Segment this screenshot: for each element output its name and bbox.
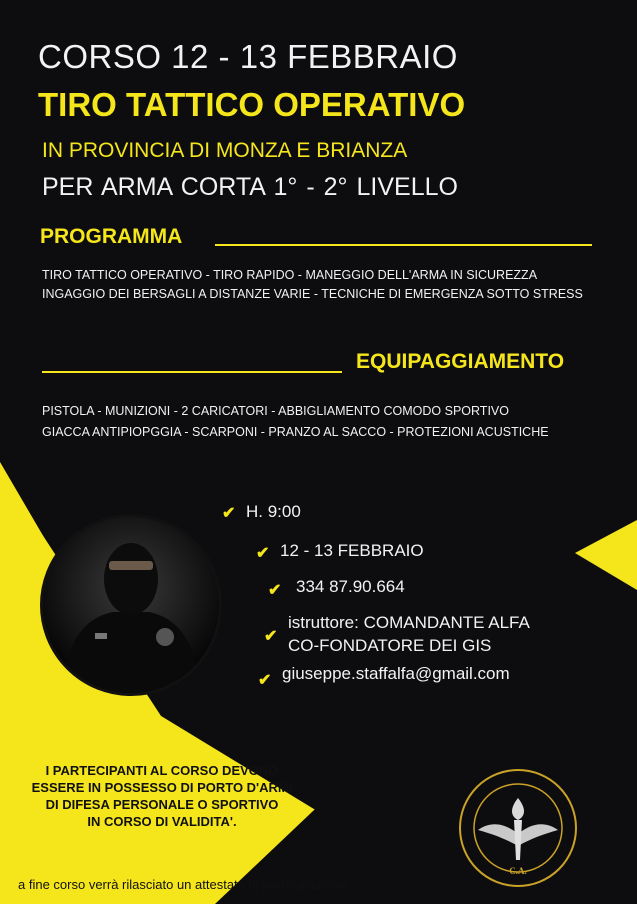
- programma-text: [42, 266, 583, 304]
- requirements-line-2: ESSERE IN POSSESSO DI PORTO D'ARMI: [31, 780, 293, 795]
- instructor-line-2: CO-FONDATORE DEI GIS: [288, 636, 492, 655]
- requirements-line-3: DI DIFESA PERSONALE O SPORTIVO: [45, 797, 279, 812]
- masked-operator-silhouette: [43, 517, 219, 693]
- province-subtitle: IN PROVINCIA DI MONZA E BRIANZA: [42, 139, 408, 162]
- time-info: H. 9:00: [246, 502, 301, 521]
- check-icon: ✔: [256, 545, 270, 562]
- equipaggiamento-underline: [42, 371, 342, 373]
- programma-heading: PROGRAMMA: [40, 225, 183, 248]
- programma-underline: [215, 244, 592, 246]
- check-icon: ✔: [258, 672, 272, 689]
- logo-initials: C.A.: [509, 866, 527, 876]
- instructor-line-1: istruttore: COMANDANTE ALFA: [288, 613, 530, 632]
- equipaggiamento-text: [42, 401, 549, 443]
- check-icon: ✔: [268, 582, 282, 599]
- equipaggiamento-line-1: PISTOLA - MUNIZIONI - 2 CARICATORI - ABBIGLIAMENTO COMODO SPORTIVO: [42, 404, 509, 418]
- certificate-note: a fine corso verrà rilasciato un attestato di partecipazione: [18, 877, 347, 892]
- requirements-line-4: IN CORSO DI VALIDITA'.: [87, 814, 237, 829]
- phone-info[interactable]: 334 87.90.664: [296, 577, 405, 596]
- check-icon: ✔: [222, 505, 236, 522]
- instructor-info: [288, 611, 530, 657]
- weapon-level-subtitle: PER ARMA CORTA 1° - 2° LIVELLO: [42, 173, 458, 201]
- course-title: TIRO TATTICO OPERATIVO: [38, 86, 466, 123]
- programma-line-2: INGAGGIO DEI BERSAGLI A DISTANZE VARIE - TECNICHE DI EMERGENZA SOTTO STRESS: [42, 287, 583, 301]
- check-icon: ✔: [264, 628, 278, 645]
- training-center-logo: [458, 768, 578, 888]
- equipaggiamento-heading: EQUIPAGGIAMENTO: [356, 350, 565, 373]
- email-info[interactable]: giuseppe.staffalfa@gmail.com: [282, 664, 510, 683]
- programma-line-1: TIRO TATTICO OPERATIVO - TIRO RAPIDO - MANEGGIO DELL'ARMA IN SICUREZZA: [42, 268, 538, 282]
- requirements-line-1: I PARTECIPANTI AL CORSO DEVONO: [45, 763, 279, 778]
- dates-info: 12 - 13 FEBBRAIO: [280, 541, 424, 560]
- course-dates-heading: CORSO 12 - 13 FEBBRAIO: [38, 38, 458, 75]
- instructor-photo: [40, 514, 222, 696]
- requirements-notice: [22, 762, 302, 830]
- equipaggiamento-line-2: GIACCA ANTIPIOPGGIA - SCARPONI - PRANZO AL SACCO - PROTEZIONI ACUSTICHE: [42, 425, 549, 439]
